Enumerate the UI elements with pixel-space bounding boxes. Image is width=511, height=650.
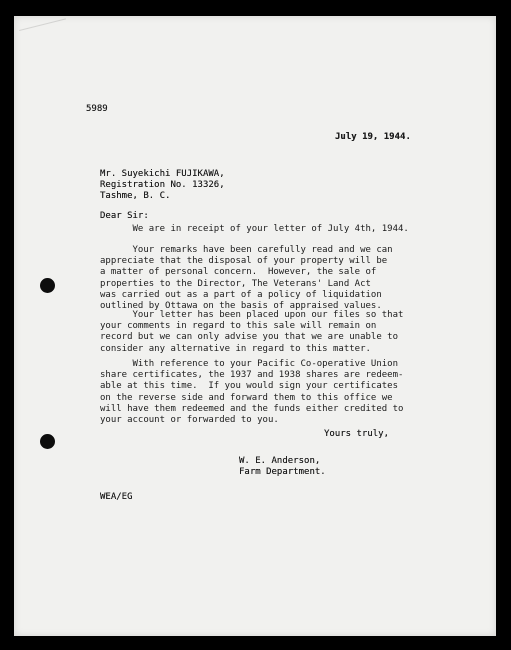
paragraph-line: appreciate that the disposal of your property will be xyxy=(100,256,388,267)
paragraph-line: Your remarks have been carefully read and we can xyxy=(100,245,393,255)
paragraph-line: With reference to your Pacific Co-operative Union xyxy=(100,359,399,369)
paragraph-line: properties to the Director, The Veterans' Land Act xyxy=(100,278,371,289)
paragraph-line: We are in receipt of your letter of July 4th, 1944. xyxy=(100,224,409,234)
punch-hole xyxy=(40,434,55,449)
paper-mark xyxy=(19,18,69,42)
signature-department: Farm Department. xyxy=(239,467,326,477)
paragraph-line: a matter of personal concern. However, the sale of xyxy=(100,267,377,278)
paragraph-line: your account or forwarded to you. xyxy=(100,415,279,425)
paragraph-line: your comments in regard to this sale will remain on xyxy=(100,321,377,332)
paragraph-line: Your letter has been placed upon our files so that xyxy=(100,310,404,320)
paragraph-line: was carried out as a part of a policy of liquidation xyxy=(100,289,382,300)
paragraph-line: will have them redeemed and the funds either credited to xyxy=(100,403,404,414)
file-number: 5989 xyxy=(86,104,108,114)
recipient-name: Mr. Suyekichi FUJIKAWA, xyxy=(100,169,225,179)
closing: Yours truly, xyxy=(324,429,390,439)
signature-name: W. E. Anderson, xyxy=(239,456,321,466)
paragraph-line: consider any alternative in regard to this matter. xyxy=(100,343,371,354)
paragraph-line: on the reverse side and forward them to this office we xyxy=(100,392,393,403)
letter-page xyxy=(14,16,496,636)
paragraph-line: record but we can only advise you that we are unable to xyxy=(100,332,399,343)
punch-hole xyxy=(40,278,55,293)
recipient-registration: Registration No. 13326, xyxy=(100,180,225,190)
recipient-location: Tashme, B. C. xyxy=(100,191,171,201)
paragraph-line: share certificates, the 1937 and 1938 shares are redeem- xyxy=(100,370,404,381)
paragraph-line: outlined by Ottawa on the basis of appraised values. xyxy=(100,301,382,311)
paragraph-line: able at this time. If you would sign your certificates xyxy=(100,381,399,392)
reference-initials: WEA/EG xyxy=(100,492,133,502)
letter-date: July 19, 1944. xyxy=(335,132,411,142)
salutation: Dear Sir: xyxy=(100,211,149,221)
